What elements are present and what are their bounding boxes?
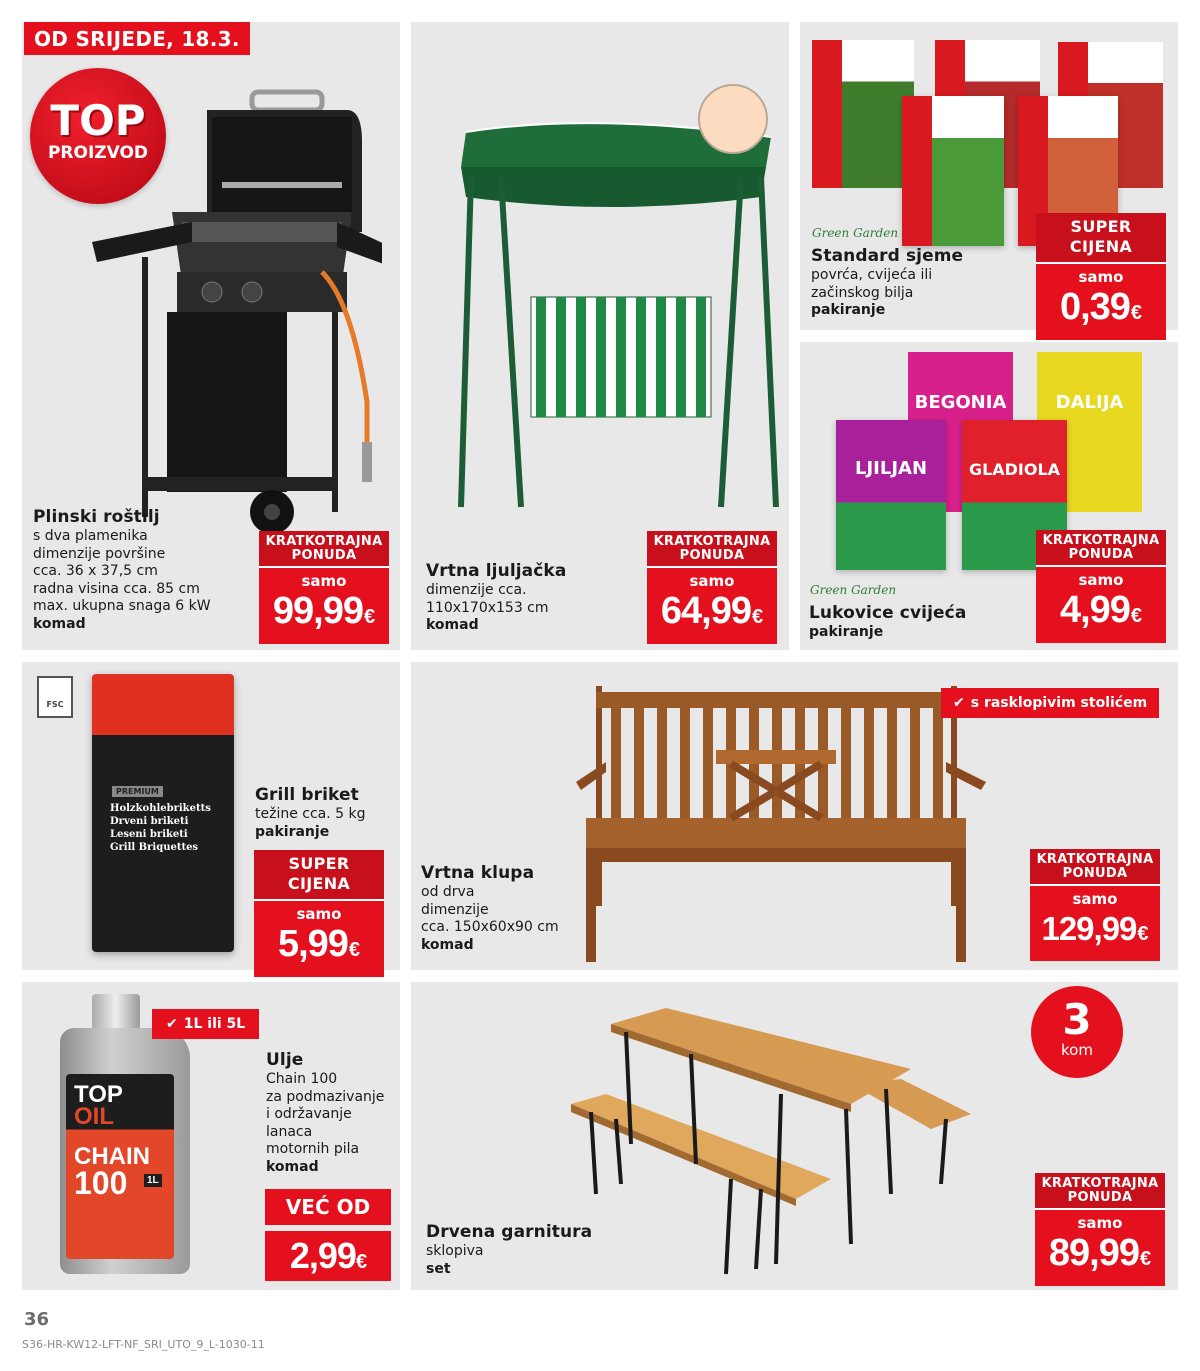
bag-text-line: Grill Briquettes [110, 842, 199, 853]
currency-symbol: € [751, 606, 764, 628]
price-label-line1: KRATKOTRAJNA [265, 534, 383, 549]
price-value [1036, 286, 1166, 334]
product-desc-line: radna visina cca. 85 cm [33, 580, 200, 597]
product-unit: komad [426, 617, 479, 634]
bulb-package-ljiljan [836, 420, 946, 570]
price-body [1036, 567, 1166, 643]
price-samo: samo [301, 572, 347, 590]
product-unit: komad [266, 1158, 319, 1175]
quantity-unit: kom [1061, 1041, 1093, 1059]
product-title: Vrtna ljuljačka [426, 561, 567, 581]
bottle-volume: 1L [144, 1174, 162, 1187]
price-label-line2: PONUDA [1062, 866, 1128, 881]
price-label-line1: KRATKOTRAJNA [1041, 1176, 1159, 1191]
swing-info [426, 561, 566, 635]
product-title: Grill briket [255, 785, 359, 805]
price-box-set [1035, 1173, 1165, 1286]
product-desc-line: s dva plamenika [33, 528, 148, 545]
package-label: DALIJA [1055, 392, 1124, 413]
price-samo: samo [689, 572, 735, 590]
price-box-bench [1030, 849, 1160, 961]
price-value [1030, 908, 1160, 955]
price-samo: samo [1072, 890, 1118, 908]
price-amount: 129,99 [1041, 910, 1137, 947]
price-label [1030, 849, 1160, 886]
top-badge-line2: PROIZVOD [47, 143, 149, 163]
price-label [1035, 1173, 1165, 1210]
price-box-grill [259, 531, 389, 644]
top-badge-line1: TOP [50, 96, 146, 145]
set-info [426, 1222, 592, 1278]
product-unit: pakiranje [811, 302, 886, 319]
bag-text-line: Holzkohlebriketts [110, 803, 211, 814]
price-label [1036, 530, 1166, 567]
product-desc-line: cca. 36 x 37,5 cm [33, 563, 158, 580]
bag-label: PREMIUM [112, 786, 163, 797]
brand-name: Green Garden [812, 226, 899, 240]
green-garden-logo [810, 583, 896, 597]
price-body [1030, 886, 1160, 961]
fsc-logo [37, 676, 73, 718]
price-value-oil [265, 1231, 391, 1281]
price-box-bulbs [1036, 530, 1166, 643]
price-label-line2: PONUDA [291, 548, 357, 563]
price-label-line1: KRATKOTRAJNA [1036, 852, 1154, 867]
bag-text [110, 802, 211, 854]
product-desc-line: za podmazivanje [266, 1088, 385, 1105]
feature-tag-oil [152, 1009, 259, 1039]
product-desc-line: motornih pila [266, 1141, 360, 1158]
product-desc-line: lanaca [266, 1123, 313, 1140]
price-samo: samo [1077, 1214, 1123, 1232]
product-title: Standard sjeme [811, 246, 964, 266]
color-swatch [698, 84, 768, 154]
striped-cushion [531, 297, 711, 417]
price-box-briket [254, 850, 384, 977]
product-desc-line: od drva [421, 884, 475, 901]
checkmark-icon: ✔ [953, 695, 965, 711]
currency-symbol: € [1130, 605, 1143, 627]
price-value [1036, 589, 1166, 637]
table-set-image [551, 994, 1031, 1284]
price-value [254, 923, 384, 971]
product-unit: komad [33, 615, 86, 632]
price-label: SUPER CIJENA [254, 850, 384, 901]
price-label-line1: KRATKOTRAJNA [1042, 533, 1160, 548]
price-value [1035, 1232, 1165, 1280]
price-body [1035, 1210, 1165, 1286]
quantity-number: 3 [1062, 995, 1092, 1044]
green-garden-logo [812, 226, 898, 240]
price-amount: 4,99 [1059, 589, 1130, 631]
product-unit: set [426, 1260, 451, 1277]
product-desc-line: Chain 100 [266, 1071, 338, 1088]
price-amount: 99,99 [272, 590, 363, 632]
product-title: Plinski roštilj [33, 507, 160, 527]
bottle-brand [74, 1081, 123, 1130]
bulbs-info [809, 603, 966, 642]
swing-image [441, 107, 781, 517]
price-label [259, 531, 389, 568]
briket-info [255, 785, 366, 841]
bench-info [421, 863, 559, 954]
bag-text-line: Drveni briketi [110, 816, 189, 827]
price-body [254, 901, 384, 977]
currency-symbol: € [1137, 923, 1149, 945]
package-label: BEGONIA [914, 392, 1007, 413]
product-desc-line: dimenzije cca. [426, 582, 527, 599]
quantity-badge [1031, 986, 1123, 1078]
price-label: SUPER CIJENA [1036, 213, 1166, 264]
bench-image [566, 682, 996, 962]
product-desc-line: povrća, cvijeća ili [811, 267, 933, 284]
date-banner: OD SRIJEDE, 18.3. [24, 22, 250, 55]
price-body [647, 568, 777, 644]
price-label-line2: PONUDA [1068, 547, 1134, 562]
bottle-brand-line: TOP [74, 1081, 123, 1108]
currency-symbol: € [1139, 1248, 1152, 1270]
fsc-label: FSC [46, 700, 64, 709]
product-unit: komad [421, 936, 474, 953]
bag-text-line: Leseni briketi [110, 829, 188, 840]
price-value [647, 590, 777, 638]
seed-packet [812, 40, 914, 188]
price-amount: 2,99 [289, 1235, 356, 1276]
seeds-info [811, 246, 963, 320]
currency-symbol: € [1130, 302, 1143, 324]
product-desc-line: i održavanje [266, 1106, 352, 1123]
brand-name: Green Garden [810, 583, 897, 597]
price-samo: samo [1078, 571, 1124, 589]
feature-text: 1L ili 5L [183, 1016, 246, 1032]
page-code: S36-HR-KW12-LFT-NF_SRI_UTO_9_L-1030-11 [22, 1338, 265, 1351]
briket-bag-image [92, 674, 234, 952]
product-desc-line: max. ukupna snaga 6 kW [33, 598, 211, 615]
package-label: GLADIOLA [968, 460, 1061, 479]
product-desc-line: težine cca. 5 kg [255, 806, 366, 823]
product-title: Lukovice cvijeća [809, 603, 967, 623]
product-desc-line: sklopiva [426, 1243, 484, 1260]
package-label: LJILJAN [854, 458, 928, 479]
price-label [647, 531, 777, 568]
currency-symbol: € [363, 606, 376, 628]
price-amount: 64,99 [660, 590, 751, 632]
price-samo: samo [1078, 268, 1124, 286]
price-samo: samo [296, 905, 342, 923]
product-title: Drvena garnitura [426, 1222, 593, 1242]
price-label-oil: VEĆ OD [265, 1189, 391, 1225]
price-label-line2: PONUDA [679, 548, 745, 563]
bottle-name-line: CHAIN [74, 1143, 150, 1170]
page-number: 36 [24, 1309, 50, 1330]
seed-packet [902, 96, 1004, 246]
price-box-seeds [1036, 213, 1166, 340]
product-desc-line: dimenzije [421, 901, 489, 918]
price-label-line2: PONUDA [1067, 1190, 1133, 1205]
price-amount: 89,99 [1048, 1232, 1139, 1274]
top-product-badge [30, 68, 166, 204]
product-desc-line: cca. 150x60x90 cm [421, 919, 559, 936]
oil-info [266, 1050, 384, 1176]
price-body [259, 568, 389, 644]
feature-text: s rasklopivim stolićem [970, 695, 1148, 711]
product-desc-line: začinskog bilja [811, 284, 914, 301]
bottle-brand-line: OIL [74, 1103, 114, 1130]
price-value [259, 590, 389, 638]
price-label-line1: KRATKOTRAJNA [653, 534, 771, 549]
checkmark-icon: ✔ [166, 1016, 178, 1032]
currency-symbol: € [355, 1251, 367, 1273]
product-title: Vrtna klupa [421, 863, 535, 883]
price-body [1036, 264, 1166, 340]
product-desc-line: 110x170x153 cm [426, 599, 549, 616]
product-unit: pakiranje [809, 624, 884, 641]
product-desc-line: dimenzije površine [33, 545, 166, 562]
currency-symbol: € [348, 939, 361, 961]
feature-tag-bench [941, 688, 1159, 718]
bottle-product-name [74, 1143, 150, 1201]
product-title: Ulje [266, 1050, 304, 1070]
price-amount: 0,39 [1059, 286, 1130, 328]
grill-info [33, 507, 211, 633]
bottle-name-line: 100 [74, 1165, 128, 1201]
price-box-swing [647, 531, 777, 644]
price-amount: 5,99 [277, 923, 348, 965]
product-unit: pakiranje [255, 823, 330, 840]
